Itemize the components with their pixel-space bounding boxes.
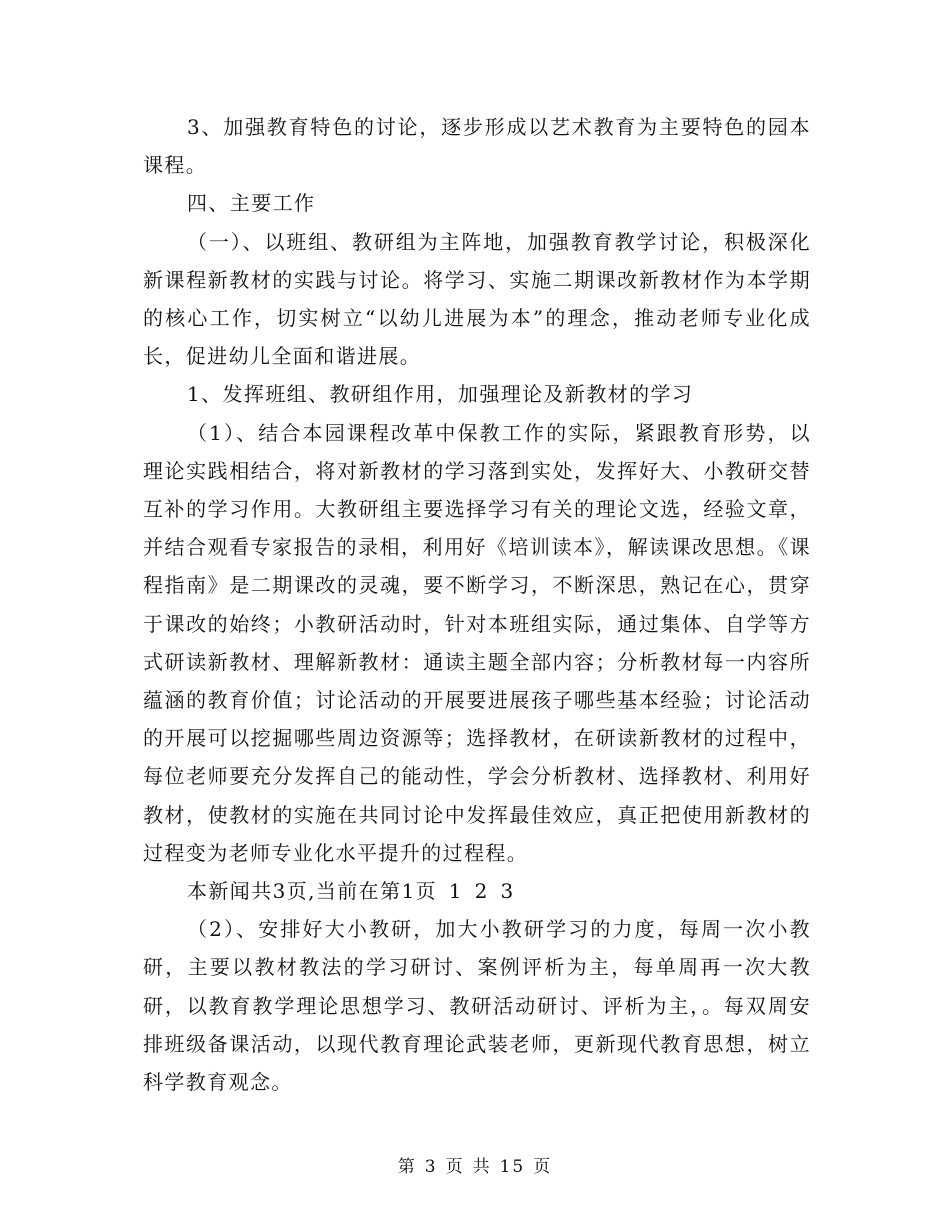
footer-label-total-unit: 页 xyxy=(533,1157,553,1177)
footer-current-page: 3 xyxy=(424,1157,438,1177)
footer-label-total: 共 xyxy=(472,1157,492,1177)
page-footer xyxy=(0,1152,950,1177)
document-body xyxy=(143,108,811,1101)
footer-total-pages: 15 xyxy=(499,1157,526,1177)
footer-label-page: 第 xyxy=(397,1157,417,1177)
section-heading-main-work: 四、主要工作 xyxy=(187,191,316,216)
pagination-notice: 本新闻共3页,当前在第1页 1 2 3 xyxy=(187,879,515,904)
subheading-item-1: 1、发挥班组、教研组作用，加强理论及新教材的学习 xyxy=(187,382,694,407)
footer-label-page-unit: 页 xyxy=(445,1157,465,1177)
paragraph-subitem-2: （2）、安排好大小教研，加大小教研学习的力度，每周一次小教研，主要以教材教法的学习研讨、案例评析为主，每单周再一次大教研，以教育教学理论思想学习、教研活动研讨、评析为主，。每双周安排班级备课活动，以现代教育理论武装老师，更新现代教育思想，树立科学教育观念。 xyxy=(143,917,811,1095)
paragraph-subitem-1: （1）、结合本园课程改革中保教工作的实际，紧跟教育形势，以理论实践相结合，将对新教材的学习落到实处，发挥好大、小教研交替互补的学习作用。大教研组主要选择学习有关的理论文选，经验文章，并结合观看专家报告的录相，利用好《培训读本》，解读课改思想。《课程指南》是二期课改的灵魂，要不断学习，不断深思，熟记在心，贯穿于课改的始终；小教研活动时，针对本班组实际，通过集体、自学等方式研读新教材、理解新教材：通读主题全部内容；分析教材每一内容所蕴涵的教育价值；讨论活动的开展要进展孩子哪些基本经验；讨论活动的开展可以挖掘哪些周边资源等；选择教材，在研读新教材的过程中，每位老师要充分发挥自己的能动性，学会分析教材、选择教材、利用好教材，使教材的实施在共同讨论中发挥最佳效应，真正把使用新教材的过程变为老师专业化水平提升的过程程。 xyxy=(143,420,811,865)
paragraph-item-3: 3、加强教育特色的讨论，逐步形成以艺术教育为主要特色的园本课程。 xyxy=(143,115,811,178)
paragraph-section-one: （一）、以班组、教研组为主阵地，加强教育教学讨论，积极深化新课程新教材的实践与讨论。将学习、实施二期课改新教材作为本学期的核心工作，切实树立“以幼儿进展为本”的理念，推动老师专业化成长，促进幼儿全面和谐进展。 xyxy=(143,229,811,369)
